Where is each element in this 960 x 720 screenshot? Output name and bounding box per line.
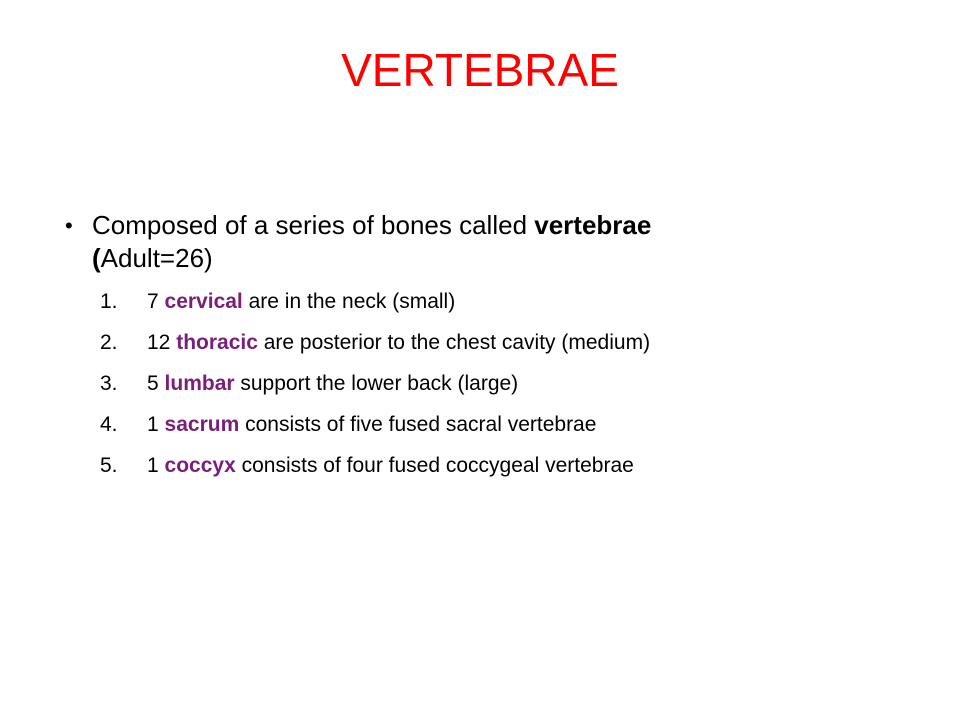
- list-item-text: [147, 328, 650, 358]
- list-item-rest: consists of four fused coccygeal vertebrae: [235, 454, 634, 477]
- list-item-term: coccyx: [164, 454, 236, 477]
- list-item-number: 4.: [100, 413, 118, 436]
- list-item-count: 7: [147, 290, 159, 313]
- list-item-rest: support the lower back (large): [234, 372, 519, 395]
- list-item-count: 12: [147, 331, 171, 354]
- list-item-term: cervical: [164, 290, 243, 313]
- list-item-term: sacrum: [164, 413, 240, 436]
- main-bullet: [65, 209, 892, 275]
- list-item: [100, 451, 920, 492]
- bullet-bold-term: vertebrae: [534, 210, 652, 240]
- list-item-text: [147, 410, 596, 440]
- vertebrae-list: [100, 287, 920, 492]
- bullet-text-lead: Composed of a series of bones called: [92, 210, 535, 240]
- list-item: [100, 328, 920, 369]
- list-item-number: 1.: [100, 290, 118, 313]
- list-item-number: 3.: [100, 372, 118, 395]
- list-item-rest: consists of five fused sacral vertebrae: [239, 413, 597, 436]
- list-item-text: [147, 451, 634, 481]
- list-item-rest: are posterior to the chest cavity (medium): [257, 331, 651, 354]
- slide-title: VERTEBRAE: [341, 44, 619, 96]
- list-item-rest: are in the neck (small): [242, 290, 456, 313]
- list-item-count: 1: [147, 413, 159, 436]
- list-item-count: 5: [147, 372, 159, 395]
- list-item-term: lumbar: [164, 372, 235, 395]
- bullet-text-tail: Adult=26): [100, 243, 213, 273]
- list-item: [100, 287, 920, 328]
- list-item-count: 1: [147, 454, 159, 477]
- list-item-number: 2.: [100, 331, 118, 354]
- list-item-number: 5.: [100, 454, 118, 477]
- list-item: [100, 369, 920, 410]
- bullet-open-paren: (: [92, 243, 101, 273]
- bullet-dot-icon: •: [65, 213, 73, 238]
- bullet-text: [92, 209, 892, 275]
- list-item-text: [147, 287, 455, 317]
- list-item: [100, 410, 920, 451]
- list-item-text: [147, 369, 518, 399]
- list-item-term: thoracic: [176, 331, 258, 354]
